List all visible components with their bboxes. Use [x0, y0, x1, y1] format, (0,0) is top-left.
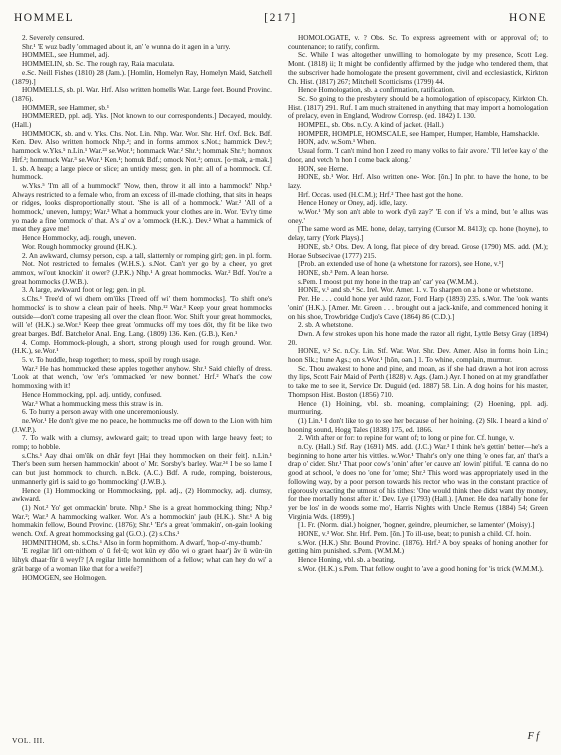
entry-paragraph: 2. With after or for: to repine for want of; to long or pine for. Cf. hunge, v.: [298, 433, 515, 443]
entry-paragraph: [Prob. an extended use of hone (a whetstone for razors), see Hone, v.¹]: [298, 259, 504, 269]
entry-paragraph: s.Pem. I moost put my hone in the trap an' car' yea (W.M.M.).: [298, 276, 479, 286]
entry-paragraph: HOMMOCK, sb. and v. Yks. Chs. Not. Lin. Nhp. War. Wor. Shr. Hrf. Oxf. Bck. Bdf. Ken. Dev. Also written homock Nhp.²; and in forms ammox s.Not.; hammick Dev.²; hammock w.Yks.⁵ n.Lin.¹ War.²³ se.Wor.¹; hommack War.² Shr.¹; hommak Shr.¹; homnox Hrf.²; hommuck War.³ se.Wor.¹ Ken.¹; homuk Bdf.; omock Not.²; omux. [o·mək, a·mək.] 1. sb. A heap; a large piece or slice; an untidy mess; gen. in phr. all of a hommock. Cf. hummock.: [12, 128, 272, 182]
entry-paragraph: 2. sb. A whetstone.: [298, 320, 354, 330]
entry-paragraph: HONE, v.² Sc. n.Cy. Lin. Stf. War. Wor. Shr. Dev. Amer. Also in forms hoin Lin.; hoon Slk.; hune Ags.; on s.Wor.¹ [hōn, oən.] 1. To whine, complain, murmur.: [288, 346, 548, 365]
entry-paragraph: Hence Homologation, sb. a confirmation, ratification.: [298, 85, 455, 95]
entry-paragraph: Per. He . . . could hone yer auld razor, Ford Harp (1893) 235. s.Wor. The 'ook wants 'onin' (H.K.). [Amer. Mr. Green . . . brought out a jack-knife, and commenced honing it on his shoe, Trowbridge Cudjo's Cave (1864) 86 (C.D.).]: [288, 294, 548, 321]
entry-paragraph: 7. To walk with a clumsy, awkward gait; to tread upon with large heavy feet; to romp; to hobble.: [12, 433, 272, 452]
entry-paragraph: HONE, v.³ Wor. Shr. Hrf. Pem. [ōn.] To ill-use, beat; to punish a child. Cf. hoin.: [298, 529, 532, 539]
entry-paragraph: HOMMELIN, sb. Sc. The rough ray, Raia maculata.: [22, 59, 175, 69]
entry-paragraph: Not. Not restricted to females (W.H.S.). s.Not. Can't yer go by a cheer, yo gret ammox, wi'out knockin' it ower? (J.P.K.) Nhp.¹ A great hommocks. War.² Bdf. You're a great hommocks (J.W.B.).: [12, 259, 272, 286]
entry-paragraph: HONE, sb.³ Pem. A lean horse.: [298, 267, 389, 277]
entry-paragraph: [1. Fr. (Norm. dial.) hoigner, 'hogner, geindre, pleurnicher, se lamenter' (Moisy).]: [298, 520, 535, 530]
entry-paragraph: (1) Lin.¹ I don't like to go to see her because of her hoining. (2) Slk. I heard a kind o' hooning sound, Hogg Tales (1838) 175, ed. 1866.: [288, 415, 548, 434]
entry-paragraph: HOMOLOGATE, v. ? Obs. Sc. To express agreement with or approval of; to countenance; to ratify, confirm.: [288, 34, 548, 51]
entry-paragraph: Shr.¹ 'E wuz badly 'ommaged about it, an' 'e wunna do it agen in a 'urry.: [22, 41, 231, 51]
entry-paragraph: HON, see Herne.: [298, 163, 349, 173]
entry-paragraph: s.Wor. (H.K.) Shr. Bound Provinc. (1876). Hrf.² A boy speaks of honing another for getting him punished. s.Pem. (W.M.M.): [288, 537, 548, 556]
entry-paragraph: Hence Hommocky, adj. rough, uneven.: [22, 233, 137, 243]
entry-paragraph: e.Sc. Neill Fishes (1810) 28 (Jam.). [Homlin, Homelyn Ray, Homelyn Maid, Satchell (1879).]: [12, 67, 272, 86]
header-page-number: [217]: [264, 12, 297, 24]
entry-paragraph: Dwn. A few strokes upon his hone made the razor all right, Lyttle Betsy Gray (1894) 20.: [288, 328, 548, 347]
entry-paragraph: War.² He has hommucked these apples together anyhow. Shr.¹ Said chiefly of dress. 'Look at that wench, 'ow 'er's 'ommacked 'er new bonnet.' Hrf.² What's the cow hommoxing with it!: [12, 363, 272, 391]
entry-paragraph: Sc. Thou awakest to hone and pine, and moan, as if she had drawn a hot iron across thy lips, Scott Fair Maid of Perth (1828) v. Ags. (Jam.) Ayr. I honed on at my grandfather to take me to see it, Service Dr. Duguid (ed. 1887) 58. Lin. A dog hoins for his master, Thompson Hist. Boston (1856) 710.: [288, 363, 548, 399]
page-header: [14, 8, 547, 28]
entry-paragraph: HONE, v.¹ and sb.⁴ Sc. Irel. Wor. Amer. 1. v. To sharpen on a hone or whetstone.: [298, 285, 534, 295]
header-left-headword: HOMMEL: [14, 12, 75, 24]
header-right-headword: HONE: [509, 12, 547, 24]
entry-paragraph: Hence Honey or Oney, adj. idle, lazy.: [298, 198, 408, 208]
entry-paragraph: 2. Severely censured.: [22, 34, 85, 42]
volume-label: VOL. III.: [12, 736, 46, 745]
entry-paragraph: ne.Wor.¹ He don't give me no peace, he hommucks me off down to the Lion with him (J.W.P.).: [12, 415, 272, 434]
entry-paragraph: HOMPER, HOMPLE, HOMSCALE, see Hamper, Humper, Hamble, Hamshackle.: [298, 128, 540, 138]
entry-paragraph: War.³ What a hommucking mess this straw is in.: [22, 398, 163, 408]
entry-paragraph: HOMNITHOM, sb. s.Chs.¹ Also in form hopmithom. A dwarf, 'hop-o'-my-thumb.': [22, 537, 263, 547]
entry-paragraph: Hence (1) Hommocking or Hommocksing, ppl. adj., (2) Hommocky, adj. clumsy, awkward.: [12, 485, 272, 504]
entry-paragraph: Hrf. Occas. used (H.C.M.); Hrf.² Thee hast got the hone.: [298, 189, 463, 199]
entry-paragraph: s.Wor. (H.K.) s.Pem. That fellow ought to 'ave a good honing for 'is trick (W.M.M.).: [298, 563, 544, 573]
entry-paragraph: HOMMEL, see Hummel, adj.: [22, 50, 110, 60]
entry-paragraph: Sc. While I was altogether unwilling to homologate by my presence, Scott Leg. Mont. (1818) ii; It might be confidently affirmed by the judge who tendered them, that the subscriver hade homologate the present government, civil and ecclesiastick, Kirkton Ch. Hist. (1817) 267; Mitchell Scotticisms (1799) 44.: [288, 50, 548, 86]
entry-paragraph: 'E regilar lit'l om·nithom o' ū fel·ū; wot kün ey dōo wi o graet haar'j āv ū wün·ün lühyk dhaat·fūr ū weyf? [A regilar little homnithom of a fellow; what can hey do wi' a grät barge of a woman like that for a weife?]: [12, 546, 272, 573]
entry-paragraph: s.Chs.¹ Tree'd of wi dhem om'ūks [Treed off wi' them hommocks]. 'To shift one's hommocks' is to show a clean pair of heels. Nhp.¹² War.³ Keep your great hommocks outside—don't come trapesing all over the clean floor. Wor. Shift your great hommocks, will 'e! (H.K.) se.Wor.¹ Keep thee great 'ommucks off my toes döt, thy fit be like two great barges. Bdf. Batchelor Anal. Eng. Lang. (1809) 136. Ken. (G.B.), Ken.¹: [12, 294, 272, 338]
entry-paragraph: w.Wor.¹ 'My son an't able to work d'yū zay?' 'E con if 'e's a mind, but 'e allus was oney.': [288, 207, 548, 225]
entry-paragraph: HOMMERED, ppl. adj. Yks. [Not known to our correspondents.] Decayed, mouldy. (Hall.): [12, 111, 272, 130]
entry-paragraph: Wor. Rough hommocky ground (H.K.).: [22, 241, 137, 251]
entry-paragraph: s.Chs.¹ Aay dhai om'ūk on dhār feyt [Hai they hommocken on their feit]. n.Lin.¹ Ther's been sum hersen hammockin' aboot o' Mr. Sorsby's barley. War.²⁴ I be so lame I can but just hommock to church. n.Bck. (A.C.) Bdf. A rude, romping, boisterous, unmannerly girl is said to go 'hommocking' (J.W.B.).: [12, 450, 272, 486]
entry-paragraph: HOMMELLS, sb. pl. War. Hrf. Also written homells War. Large feet. Bound Provinc. (1876).: [12, 85, 272, 103]
entry-paragraph: [The same word as ME. hone, delay, tarrying (Cursor M. 8413); cp. hone (hoyne), to delay, tarry (York Plays).]: [288, 224, 548, 243]
entry-paragraph: HOMPEL, sb. Obs. n.Cy. A kind of jacket. (Hall.): [298, 120, 444, 130]
left-column: [12, 34, 272, 752]
entry-paragraph: 4. Comp. Hommock-plough, a short, strong plough used for rough ground. Wor. (H.K.), se.Wor.¹: [12, 337, 272, 356]
entry-paragraph: HOMMER, see Hammer, sb.¹: [22, 102, 110, 112]
right-column: [288, 34, 548, 742]
entry-paragraph: HONE, sb.² Obs. Dev. A long, flat piece of dry bread. Grose (1790) MS. add. (M.); Horae Subsecivae (1777) 215.: [288, 241, 548, 260]
entry-paragraph: 5. v. To huddle, heap together; to mess, spoil by rough usage.: [22, 355, 201, 365]
entry-paragraph: Sc. So going to the presbytery should be a homologation of episcopacy, Kirkton Ch. Hist. (1817) 291. Ruf. I am much straitened in anything that may import a homologation of prelacy, even in England, Wodrow Corresp. (ed. 1842) I. 130.: [288, 93, 548, 121]
entry-paragraph: HOMOGEN, see Holmogen.: [22, 572, 107, 582]
entry-paragraph: Hence Honing, vbl. sb. a beating.: [298, 555, 396, 565]
entry-paragraph: (1) Not.² Yo' get ommackin' brute. Nhp.¹ She is a great hommocking thing; Nhp.² War.²; War.³ A hammocking walker. Wor. A's a hommockin' jaub (H.K.). Shr.¹ A big hommakin fellow, Bound Provinc. (1876); Shr.¹ 'Er's a great 'ommakin', on-gain looking wench. Oxf. A great hommocksing gal (G.O.). (2) s.Chs.¹: [12, 502, 272, 539]
entry-paragraph: 3. A large, awkward foot or leg; gen. in pl.: [22, 285, 146, 295]
entry-paragraph: HONE, sb.¹ Wor. Hrf. Also written one- Wor. [ōn.] In phr. to have the hone, to be lazy.: [288, 172, 548, 190]
entry-paragraph: Hence Hommocking, ppl. adj. untidy, confused.: [22, 389, 162, 399]
entry-paragraph: Hence (1) Hoining, vbl. sb. moaning, complaining; (2) Hoening, ppl. adj. murmuring.: [288, 398, 548, 417]
entry-paragraph: 2. An awkward, clumsy person, csp. a tall, slatternly or romping girl; gen. in pl. form.: [22, 250, 272, 260]
entry-paragraph: Usual form. 'I can't mind hon I zeed ro many volks to fair avore.' 'I'll let'ee kay o' the door, and vetch 'n hon I come back along.': [288, 146, 548, 164]
signature-mark: F f: [527, 731, 539, 742]
entry-paragraph: w.Yks.⁵ 'I'm all of a hummock!' 'Now, then, throw it all into a hammock!' Nhp.¹ Always restricted to a female who, from an excess of ill-made clothing, that sits in heaps or ridges, looks disproportionally stout. 'She is all of a hommock.' War.² 'All of a hommock,' uneven, lumpy; War.³ What a hommuck your clothes are in. Wor. 'Ev'ry time yo made a fine 'ommock o' that. A's a' ov a 'ommock (H.K.). Dev.² What a hammick of meat they gave me!: [12, 180, 272, 234]
entry-paragraph: HON, adv. w.Som.¹ When.: [298, 137, 377, 147]
entry-paragraph: 6. To hurry a person away with one unceremoniously.: [22, 407, 179, 417]
entry-paragraph: n.Cy. (Hall.) Stf. Ray (1691) MS. add. (J.C.) War.³ I think he's gettin' better—he's a beginning to hone arter his vittles. w.Wor.¹ Thahr's on'y one thing 'e ones far, an' that's a drap o' cider. Shr.¹ That poor cow's 'onin' after 'er cauve an' lowin' pitiful. 'E canna do no good at school, 'e does no 'one for 'ome; Shr.² This word was appropriately used in the following way, by a poor person towards his rector who was in the constant practice of rigorously exacting the utmost of his tithes: 'One would think thee didst want thy money, for thee mortally honst after it.' Dev. Lye (1793) (Hall.). [Amer. He dea nat'ally hone fer yer be los' in de woods some mo', Harris Nights with Uncle Remus (1884) 54; Green Virginia Wds. (1899).]: [288, 442, 548, 521]
